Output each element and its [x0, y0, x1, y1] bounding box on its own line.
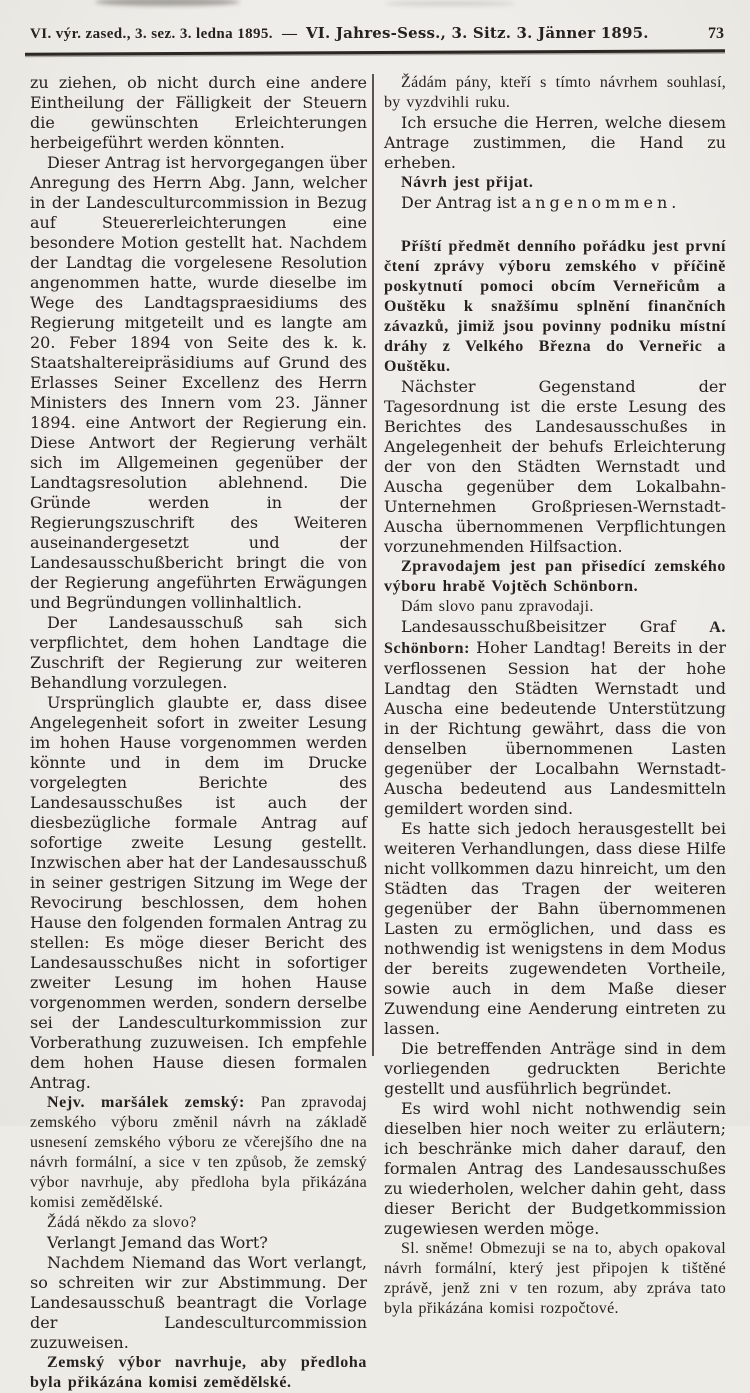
paragraph: Žádá někdo za slovo? [47, 1214, 197, 1231]
emphasis-text: Návrh jest [401, 174, 487, 191]
emphasis-text: A. Schönborn: [384, 619, 726, 657]
paragraph: Verlangt Jemand das Wort? [47, 1233, 268, 1252]
header-rule [25, 49, 725, 55]
emphasis-text: přijat [486, 174, 529, 191]
paragraph: Es wird wohl nicht nothwendig sein dieselben hier noch weiter zu erläutern; ich beschränke mich daher darauf, den formalen Antrag des Landesausschußes zu wiederholen, welcher dahin geht, dass dieser Bericht der Budgetkommission zugewiesen werden möge. [384, 1099, 726, 1238]
paragraph: Zpravodajem jest pan přisedící zemského výboru hrabě Vojtěch Schönborn. [384, 558, 726, 595]
header-session-czech: VI. výr. zased., 3. sez. 3. ledna 1895. [30, 26, 273, 42]
right-column [384, 73, 726, 1319]
paragraph: Žádám pány, kteří s tímto návrhem souhlasí, by vyzdvihli ruku. [384, 74, 726, 111]
paragraph: Sl. sněme! Obmezuji se na to, abych opakoval návrh formální, který jest připojen k tištěné zprávě, jenž zni v ten rozum, aby zpráva tato byla přikázána komisi rozpočtové. [384, 1240, 726, 1317]
text-run: Landesausschußbeisitzer Graf [401, 617, 710, 636]
paragraph: Der Landesausschuß sah sich verpflichtet, dem hohen Landtage die Zuschrift der Regierung zur weiteren Behandlung vorzulegen. [30, 613, 367, 692]
text-run: angenommen [521, 193, 672, 212]
page-header [30, 24, 724, 43]
header-separator: — [281, 26, 297, 42]
text-run: Pan zpravodaj zemského výboru změnil návrh na základě usnesení zemského výboru ze včerejšího dne na návrh formální, a sice v ten způsob, že zemský výbor navrhuje, aby předloha byla přikázána komisi zemědělské. [30, 1094, 367, 1211]
paragraph: Dieser Antrag ist hervorgegangen über Anregung des Herrn Abg. Jann, welcher in der Landesculturcommission in Bezug auf Steuererleichterungen eine besondere Motion gestellt hat. Nachdem der Landtag die vorgelesene Resolution angenommen hatte, wurde dieselbe im Wege des Landtagspraesidiums des Regierung mitgeteilt und es langte am 20. Feber 1894 von Seite des k. k. Staatshaltereipräsidiums auf Grund des Erlasses Seiner Excellenz des Herrn Ministers des Innern vom 23. Jänner 1894. eine Antwort der Regierung ein. Diese Antwort der Regierung verhält sich im Allgemeinen gegenüber der Landtagsresolution ablehnend. Die Gründe werden in der Regierungszuschrift des Weiteren auseinandergesetzt und der Landesausschußbericht bringt die von der Regierung angeführten Erwägungen und Begründungen vollinhaltlich. [30, 153, 367, 612]
paragraph: zu ziehen, ob nicht durch eine andere Eintheilung der Fälligkeit der Steuern die gewünschten Erleichterungen herbeigeführt werden könnten. [30, 73, 367, 152]
paragraph: Dám slovo panu zpravodaji. [401, 598, 594, 615]
text-run: Hoher Landtag! Bereits in der verflossenen Session hat der hohe Landtag den Städten Wernstadt und Auscha eine bedeutende Unterstützung in der Richtung gewährt, dass die von denselben übernommenen Lasten gegenüber der Localbahn Wernstadt-Auscha bedeutend aus Landesmitteln gemildert worden sind. [384, 638, 726, 818]
paragraph: Es hatte sich jedoch herausgestellt bei weiteren Verhandlungen, dass diese Hilfe nicht vollkommen dazu hinreicht, um den Städten das Tragen der weiteren gegenüber der Bahn übernommenen Lasten zu ermöglichen, und dass es nothwendig ist wenigstens in dem Modus der bereits zugewendeten Vortheile, sowie auch in dem Maße dieser Zuwendung eine Aenderung eintreten zu lassen. [384, 819, 726, 1038]
scan-smudge [95, 0, 240, 6]
paragraph: Die betreffenden Anträge sind in dem vorliegenden gedruckten Berichte gestellt und ausführlich begründet. [384, 1039, 726, 1098]
paragraph [384, 617, 726, 819]
left-column [30, 73, 367, 1393]
paragraph [384, 173, 726, 193]
scan-smudge [385, 1, 515, 6]
emphasis-text: Nejv. maršálek zemský: [47, 1094, 261, 1111]
paragraph [30, 1093, 367, 1213]
page-number: 73 [708, 25, 724, 42]
emphasis-text: . [528, 174, 534, 191]
header-session-german: VI. Jahres-Sess., 3. Sitz. 3. Jänner 1895. [305, 24, 649, 42]
paragraph: Ursprünglich glaubte er, dass disee Angelegenheit sofort in zweiter Lesung im hohen Hause vorgenommen werden könnte und in dem im Drucke vorgelegten Berichte des Landesausschußes ist auch der diesbezügliche formale Antrag auf sofortige zweite Lesung gestellt. Inzwischen aber hat der Landesausschuß in seiner gestrigen Sitzung im Wege der Revocirung beschlossen, dem hohen Hause den folgenden formalen Antrag zu stellen: Es möge dieser Bericht des Landesausschußes nicht in sofortiger zweiter Lesung im hohen Hause vorgenommen werden, sondern derselbe sei der Landesculturkommission zur Vorberathung zuzuweisen. Ich empfehle dem hohen Hause diesen formalen Antrag. [30, 693, 367, 1092]
paragraph: Nächster Gegenstand der Tagesordnung ist die erste Lesung des Berichtes des Landesausschußes in Angelegenheit der behufs Erleichterung der von den Städten Wernstadt und Auscha gegenüber dem Lokalbahn-Unternehmen Großpriesen-Wernstadt-Auscha übernommenen Verpflichtungen vorzunehmenden Hilfsaction. [384, 377, 726, 556]
paragraph: Zemský výbor navrhuje, aby předloha byla přikázána komisi zemědělské. [30, 1354, 367, 1391]
text-run: . [671, 193, 677, 212]
text-run: Der Antrag ist [401, 193, 522, 212]
paragraph: Příští předmět denního pořádku jest první čtení zprávy výboru zemského v příčině poskytnutí pomoci obcím Verneřicům a Ouštěku k snažšímu splnění finančních závazků, jimiž jsou povinny podniku místní dráhy z Velkého Března do Verneřic a Ouštěku. [384, 238, 726, 375]
paragraph: Nachdem Niemand das Wort verlangt, so schreiten wir zur Abstimmung. Der Landesausschuß beantragt die Vorlage der Landesculturcommission zuzuweisen. [30, 1253, 367, 1352]
paragraph [384, 193, 726, 213]
paragraph: Ich ersuche die Herren, welche diesem Antrage zustimmen, die Hand zu erheben. [384, 113, 726, 172]
column-divider [372, 74, 374, 1056]
